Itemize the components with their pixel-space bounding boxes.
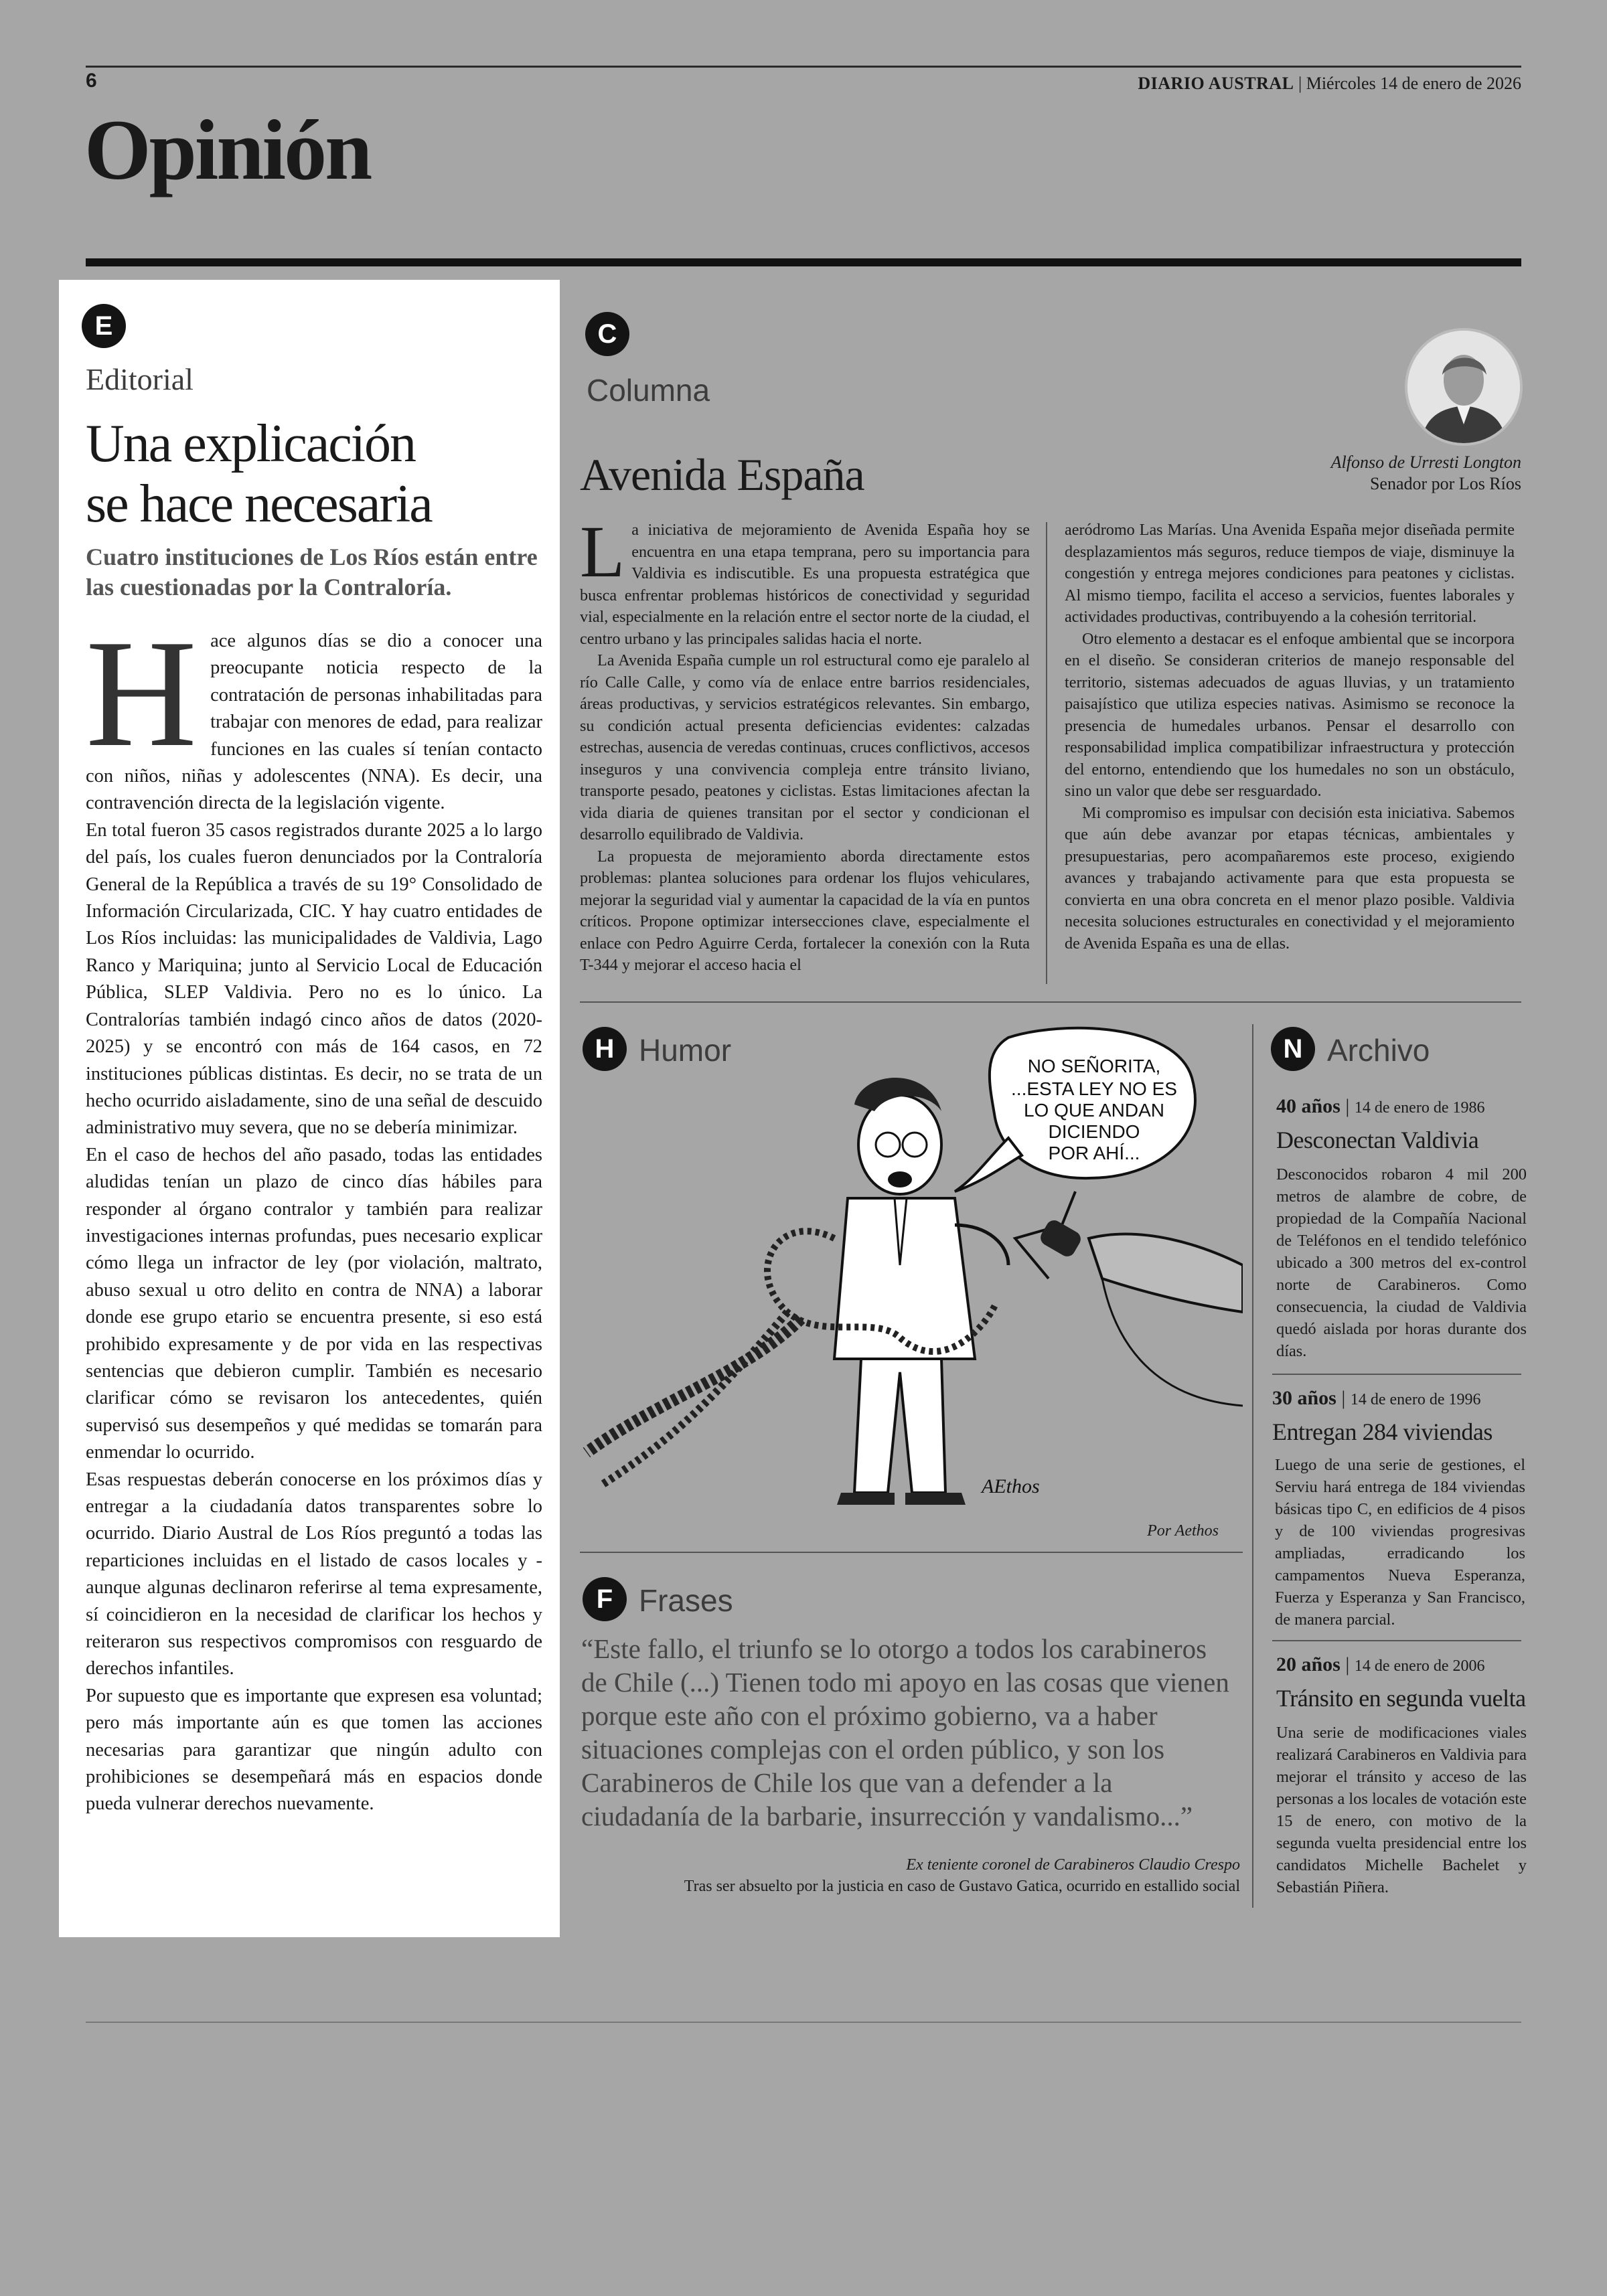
- column-paragraph: aeródromo Las Marías. Una Avenida España mejor diseñada permite desplazamientos más seguros, reduce tiempos de viaje, disminuye la congestión y entrega mejores condiciones para peatones y ciclistas. Al mismo tiempo, facilita el acceso a servicios, fuentes laborales y actividades productivas, contribuyendo a la cohesión territorial.: [1065, 521, 1515, 626]
- editorial-dropcap: H: [86, 608, 198, 778]
- archivo-item-3-header: 20 años | 14 de enero de 2006: [1276, 1653, 1485, 1675]
- speech-line-3: LO QUE ANDAN: [1023, 1100, 1165, 1121]
- frases-quote: “Este fallo, el triunfo se lo otorgo a todos los carabineros de Chile (...) Tienen todo mi apoyo en las cosas que vienen porque este año con el próximo gobierno, va a haber situaciones complejas con el orden público, y son los Carabineros de Chile los que van a defender a la ciudadanía de la barbarie, insurrección y vandalismo...”: [581, 1633, 1229, 1831]
- frases-badge: F: [583, 1577, 627, 1621]
- column-divider: [1046, 522, 1047, 984]
- archivo-item-text: Luego de una serie de gestiones, el Serviu hará entrega de 184 viviendas básicas tipo C, en edificios de 4 pisos y de 100 viviendas progresivas ampliadas, erradicando los campamentos Nueva Esperanza, Fuerza y Esperanza y San Francisco, de manera parcial.: [1275, 1456, 1525, 1629]
- column-paragraph: La propuesta de mejoramiento aborda directamente estos problemas: plantea soluciones para ordenar los flujos vehiculares, mejorar la seguridad vial y aumentar la capacidad de la vía en puntos críticos. Propone optimizar intersecciones clave, especialmente el enlace con Pedro Aguirre Cerda, fortalecer la conexión con la Ruta T-344 y mejorar el acceso hacia el: [580, 847, 1030, 974]
- archivo-item-text: Una serie de modificaciones viales realizará Carabineros en Valdivia para mejorar el tránsito y acceso de las personas a los locales de votación este 15 de enero, con motivo de la segunda vuelta presidencial entre los candidatos Michelle Bachelet y Sebastián Piñera.: [1276, 1724, 1527, 1896]
- archivo-item-years: 20 años: [1276, 1653, 1341, 1675]
- editorial-paragraph: En total fueron 35 casos registrados durante 2025 a lo largo del país, los cuales fueron denunciados por la Contraloría General de la República a través de su 19° Consolidado de Información Circularizada, CIC. Y hay cuatro entidades de Los Ríos incluidas: las municipalidades de Valdivia, Lago Ranco y Mariquina; junto al Servicio Local de Educación Pública, SLEP Valdivia. Pero no es lo único. La Contralorías también indagó cinco años de datos (2020-2025) y se encontró con más de 164 casos, en 72 instituciones públicas distintas. Es decir, no se trata de un hecho ocurrido aisladamente, sino de una señal de descuido administrativo muy severa, que no se debería minimizar.: [86, 819, 542, 1139]
- column-paragraph: La Avenida España cumple un rol estructural como eje paralelo al río Calle Calle, y como vía de enlace entre barrios residenciales, áreas productivas, y servicios estratégicos relevantes. Sin embargo, su condición actual presenta deficiencias evidentes: calzadas estrechas, ausencia de veredas continuas, cruces conflictivos, accesos inseguros y una convivencia compleja entre tránsito liviano, transporte pesado, peatones y ciclistas. Estas limitaciones afectan la vida diaria de quienes transitan por el sector y condicionan el desarrollo equilibrado de Valdivia.: [580, 651, 1030, 843]
- archivo-item-title: Entregan 284 viviendas: [1272, 1418, 1493, 1445]
- section-rule: [86, 258, 1521, 266]
- editorial-headline-line1: Una explicación: [86, 414, 415, 473]
- author-photo: [1405, 328, 1523, 446]
- masthead: DIARIO AUSTRAL | Miércoles 14 de enero de 2026: [1138, 74, 1521, 93]
- speech-line-5: POR AHÍ...: [1048, 1143, 1140, 1163]
- section-title: Opinión: [84, 102, 371, 197]
- column-paragraph: Otro elemento a destacar es el enfoque ambiental que se incorpora en el diseño. Se consideran criterios de manejo responsable del territorio, sistemas adecuados de aguas lluvias, y un tratamiento paisajístico que utiliza especies nativas. Asimismo se reconoce la presencia de humedales urbanos. Pensar el desarrollo con responsabilidad implica compatibilizar infraestructura y protección del entorno, entendiendo que los humedales no son un obstáculo, sino un valor que debe ser resguardado.: [1065, 629, 1515, 800]
- column-label: Columna: [587, 373, 710, 408]
- archivo-item-title: Tránsito en segunda vuelta: [1276, 1685, 1526, 1712]
- archivo-item-2-header: 30 años | 14 de enero de 1996: [1272, 1387, 1481, 1409]
- archivo-item-text: Desconocidos robaron 4 mil 200 metros de alambre de cobre, de propiedad de la Compañía Nacional de Teléfonos en el tendido telefónico ubicado a 300 metros del ex-control norte de Carabineros. Como consecuencia, la ciudad de Valdivia quedó aislada por horas durante dos días.: [1276, 1165, 1527, 1360]
- archivo-item-title: Desconectan Valdivia: [1276, 1127, 1479, 1153]
- page-number: 6: [86, 70, 97, 92]
- cartoon-character: [587, 1078, 1008, 1505]
- column-paragraph: Mi compromiso es impulsar con decisión esta iniciativa. Sabemos que aún debe avanzar por etapas técnicas, ambientales y presupuestarias, pero acompañaremos este proceso, exigiendo avances y trabajando activamente para que esta propuesta se convierta en una obra concreta en el menor plazo posible. Valdivia necesita soluciones estructurales en conectividad y el mejoramiento de Avenida España es una de ellas.: [1065, 803, 1515, 953]
- header-top-rule: [86, 66, 1521, 68]
- editorial-paragraph: Por supuesto que es importante que expresen esa voluntad; pero más importante aún es que tomen las acciones necesarias para garantizar que ningún adulto con prohibiciones se desempeñará más en espacios donde pueda vulnerar derechos nuevamente.: [86, 1685, 542, 1815]
- editorial-paragraph-text: ace algunos días se dio a conocer una preocupante noticia respecto de la contratación de personas inhabilitadas para trabajar con menores de edad, para realizar funciones en las cuales sí tenían contacto con niños, niñas y adolescentes (NNA). Es decir, una contravención directa de la legislación vigente.: [86, 631, 542, 814]
- humor-label: Humor: [639, 1033, 732, 1068]
- archivo-item-years: 30 años: [1272, 1387, 1336, 1409]
- column-text-col2: [1065, 519, 1515, 955]
- column-author: Alfonso de Urresti Longton: [1330, 453, 1521, 472]
- humor-cartoon: [580, 1024, 1243, 1520]
- cartoon-signature: AEthos: [982, 1475, 1040, 1497]
- archivo-item-date: 14 de enero de 1996: [1350, 1391, 1481, 1408]
- page-bottom-rule: [86, 2022, 1521, 2023]
- archivo-separator: [1272, 1640, 1521, 1641]
- microphone-icon: [1015, 1192, 1243, 1406]
- publication-date: Miércoles 14 de enero de 2026: [1306, 74, 1521, 93]
- column-text-col1: [580, 511, 1030, 977]
- editorial-paragraph: En el caso de hechos del año pasado, todas las entidades aludidas tenían un plazo de cinco días hábiles para responder al órgano contralor y también para realizar investigaciones internas profundas, pues necesario explicar cómo llega un infractor de ley (por violación, maltrato, abuso sexual u otro delito en contra de NNA) a laborar donde ese grupo etario se encuentra presente, si eso está prohibido expresamente y de por vida en las respectivas sentencias que debieron cumplir. También es necesario clarificar cómo se revisaron los antecedentes, quién supervisó sus desempeños y qué medidas se tomarán para enmendar lo ocurrido.: [86, 1144, 542, 1463]
- frases-note: Tras ser absuelto por la justicia en caso de Gustavo Gatica, ocurrido en estallido social: [684, 1878, 1240, 1895]
- archivo-item-date: 14 de enero de 2006: [1354, 1657, 1485, 1675]
- humor-badge: H: [583, 1027, 627, 1071]
- column-paragraph-text: a iniciativa de mejoramiento de Avenida España hoy se encuentra en una etapa temprana, pero su importancia para Valdivia es indiscutible. Es una propuesta estratégica que busca enfrentar problemas históricos de conectividad y seguridad vial, especialmente en la relación entre el sector norte de la ciudad, el centro urbano y las principales salidas hacia el norte.: [580, 521, 1030, 648]
- archivo-item-1-header: 40 años | 14 de enero de 1986: [1276, 1095, 1485, 1117]
- humor-bottom-rule: [580, 1552, 1243, 1553]
- humor-credit: Por Aethos: [1147, 1522, 1219, 1540]
- column-author-role: Senador por Los Ríos: [1369, 474, 1521, 493]
- column-headline: Avenida España: [580, 449, 864, 500]
- editorial-headline-line2: se hace necesaria: [86, 475, 432, 534]
- editorial-badge: E: [82, 304, 126, 348]
- editorial-body: [86, 608, 542, 1818]
- column-dropcap: L: [580, 511, 625, 592]
- editorial-label: Editorial: [86, 362, 194, 396]
- publication-name: DIARIO AUSTRAL: [1138, 74, 1294, 93]
- editorial-paragraph: [86, 608, 542, 817]
- speech-line-4: DICIENDO: [1048, 1121, 1140, 1142]
- archivo-item-date: 14 de enero de 1986: [1354, 1099, 1485, 1117]
- archivo-separator: [1272, 1374, 1521, 1375]
- column-badge: C: [585, 312, 629, 356]
- column-paragraph: [580, 511, 1030, 650]
- archivo-label: Archivo: [1327, 1033, 1430, 1068]
- editorial-headline: [86, 414, 554, 534]
- archivo-item-years: 40 años: [1276, 1095, 1341, 1117]
- editorial-deck: Cuatro instituciones de Los Ríos están entre las cuestionadas por la Contraloría.: [86, 544, 538, 600]
- speech-line-1: NO SEÑORITA,: [1027, 1056, 1161, 1076]
- archivo-badge: N: [1271, 1027, 1315, 1071]
- speech-line-2: ...ESTA LEY NO ES: [1011, 1078, 1177, 1099]
- column-bottom-rule: [580, 1001, 1521, 1003]
- frases-attribution: Ex teniente coronel de Carabineros Claudio Crespo: [906, 1856, 1240, 1874]
- editorial-paragraph: Esas respuestas deberán conocerse en los próximos días y entregar a la ciudadanía datos transparentes sobre lo ocurrido. Diario Austral de Los Ríos preguntó a todas las reparticiones incluidas en el listado de casos locales y -aunque algunas declinaron referirse al tema expresamente, sí coincidieron en la necesidad de clarificar los hechos y reiteraron sus respectivos compromisos con resguardo de derechos infantiles.: [86, 1469, 542, 1679]
- archivo-divider: [1252, 1024, 1253, 1908]
- frases-label: Frases: [639, 1583, 733, 1618]
